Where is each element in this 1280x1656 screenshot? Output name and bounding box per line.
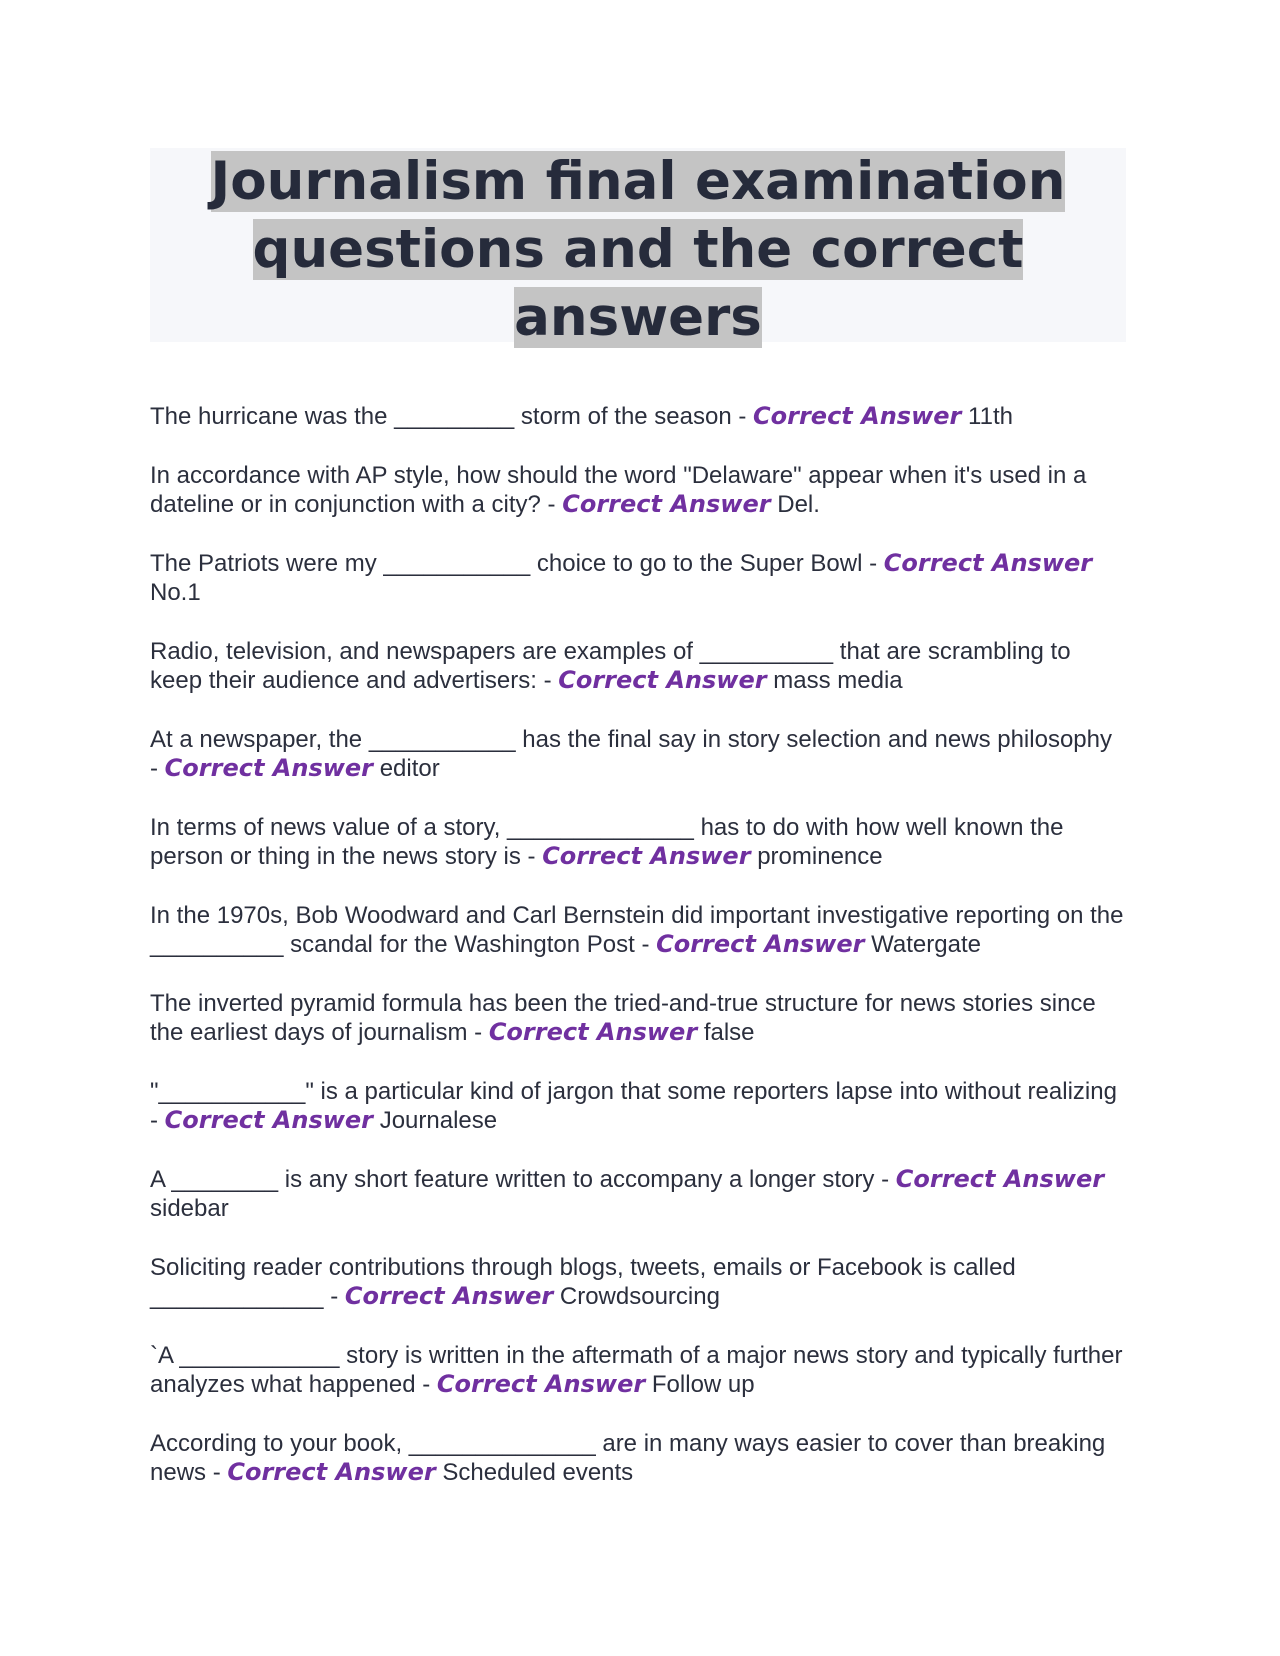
qa-item (150, 1253, 1126, 1311)
answer-text: Journalese (379, 1107, 498, 1134)
separator: - (731, 403, 754, 430)
separator: - (634, 931, 657, 958)
qa-item (150, 1341, 1126, 1399)
qa-item (150, 813, 1126, 871)
separator: - (520, 843, 543, 870)
answer-text: false (703, 1019, 755, 1046)
answer-text: Watergate (871, 931, 981, 958)
separator: - (206, 1459, 228, 1486)
correct-answer-label: Correct Answer (562, 490, 771, 518)
correct-answer-label: Correct Answer (164, 1106, 374, 1134)
answer-text: mass media (773, 667, 903, 694)
qa-item (150, 402, 1126, 431)
question-text: "___________" is a particular kind of jargon that some reporters lapse into without realizing (150, 1078, 1117, 1105)
separator: - (874, 1166, 896, 1193)
correct-answer-label: Correct Answer (895, 1165, 1105, 1193)
separator: - (540, 491, 563, 518)
correct-answer-label: Correct Answer (227, 1458, 436, 1486)
answer-text: No.1 (150, 579, 201, 606)
correct-answer-label: Correct Answer (488, 1018, 698, 1046)
question-text: Soliciting reader contributions through blogs, tweets, emails or Facebook is called _____________ (150, 1254, 1016, 1310)
question-text: The Patriots were my ___________ choice to go to the Super Bowl (150, 550, 863, 577)
answer-text: Crowdsourcing (559, 1283, 720, 1310)
answer-text: sidebar (150, 1195, 229, 1222)
document-title (156, 148, 1120, 352)
qa-list (150, 402, 1126, 1487)
separator: - (323, 1283, 345, 1310)
correct-answer-label: Correct Answer (542, 842, 751, 870)
qa-item (150, 637, 1126, 695)
question-text: `A ____________ story is written in the aftermath of a major news story and typically further analyzes what happened (150, 1342, 1123, 1398)
correct-answer-label: Correct Answer (753, 402, 962, 430)
question-text: The inverted pyramid formula has been the tried-and-true structure for news stories since the earliest days of journalism (150, 990, 1096, 1046)
answer-text: Scheduled events (442, 1459, 634, 1486)
separator: - (150, 755, 165, 782)
qa-item (150, 1077, 1126, 1135)
qa-item (150, 725, 1126, 783)
question-text: In terms of news value of a story, ______________ has to do with how well known the person or thing in the news story is (150, 814, 1064, 870)
correct-answer-label: Correct Answer (883, 549, 1093, 577)
question-text: In accordance with AP style, how should the word "Delaware" appear when it's used in a dateline or in conjunction with a city? (150, 462, 1087, 518)
qa-item (150, 901, 1126, 959)
question-text: A ________ is any short feature written to accompany a longer story (150, 1166, 875, 1193)
separator: - (150, 1107, 165, 1134)
qa-item (150, 549, 1126, 607)
separator: - (862, 550, 884, 577)
answer-text: 11th (968, 403, 1013, 430)
answer-text: editor (379, 755, 440, 782)
title-line: Journalism final examination (210, 151, 1066, 212)
answer-text: prominence (757, 843, 883, 870)
qa-item (150, 989, 1126, 1047)
correct-answer-label: Correct Answer (436, 1370, 646, 1398)
document-page (150, 148, 1126, 1517)
title-line: questions and the correct (252, 219, 1024, 280)
answer-text: Follow up (651, 1371, 755, 1398)
correct-answer-label: Correct Answer (656, 930, 865, 958)
question-text: According to your book, ______________ are in many ways easier to cover than breaking news (150, 1430, 1106, 1486)
separator: - (467, 1019, 489, 1046)
correct-answer-label: Correct Answer (558, 666, 767, 694)
title-line: answers (514, 287, 762, 348)
qa-item (150, 461, 1126, 519)
separator: - (536, 667, 559, 694)
question-text: At a newspaper, the ___________ has the final say in story selection and news philosophy (150, 726, 1112, 753)
correct-answer-label: Correct Answer (164, 754, 374, 782)
question-text: The hurricane was the _________ storm of the season (150, 403, 732, 430)
title-block (150, 148, 1126, 348)
question-text: In the 1970s, Bob Woodward and Carl Bernstein did important investigative reporting on the __________ scandal for the Washington Post (150, 902, 1124, 958)
qa-item (150, 1429, 1126, 1487)
qa-item (150, 1165, 1126, 1223)
correct-answer-label: Correct Answer (344, 1282, 554, 1310)
answer-text: Del. (777, 491, 820, 518)
question-text: Radio, television, and newspapers are examples of __________ that are scrambling to keep their audience and advertisers: (150, 638, 1071, 694)
separator: - (415, 1371, 437, 1398)
